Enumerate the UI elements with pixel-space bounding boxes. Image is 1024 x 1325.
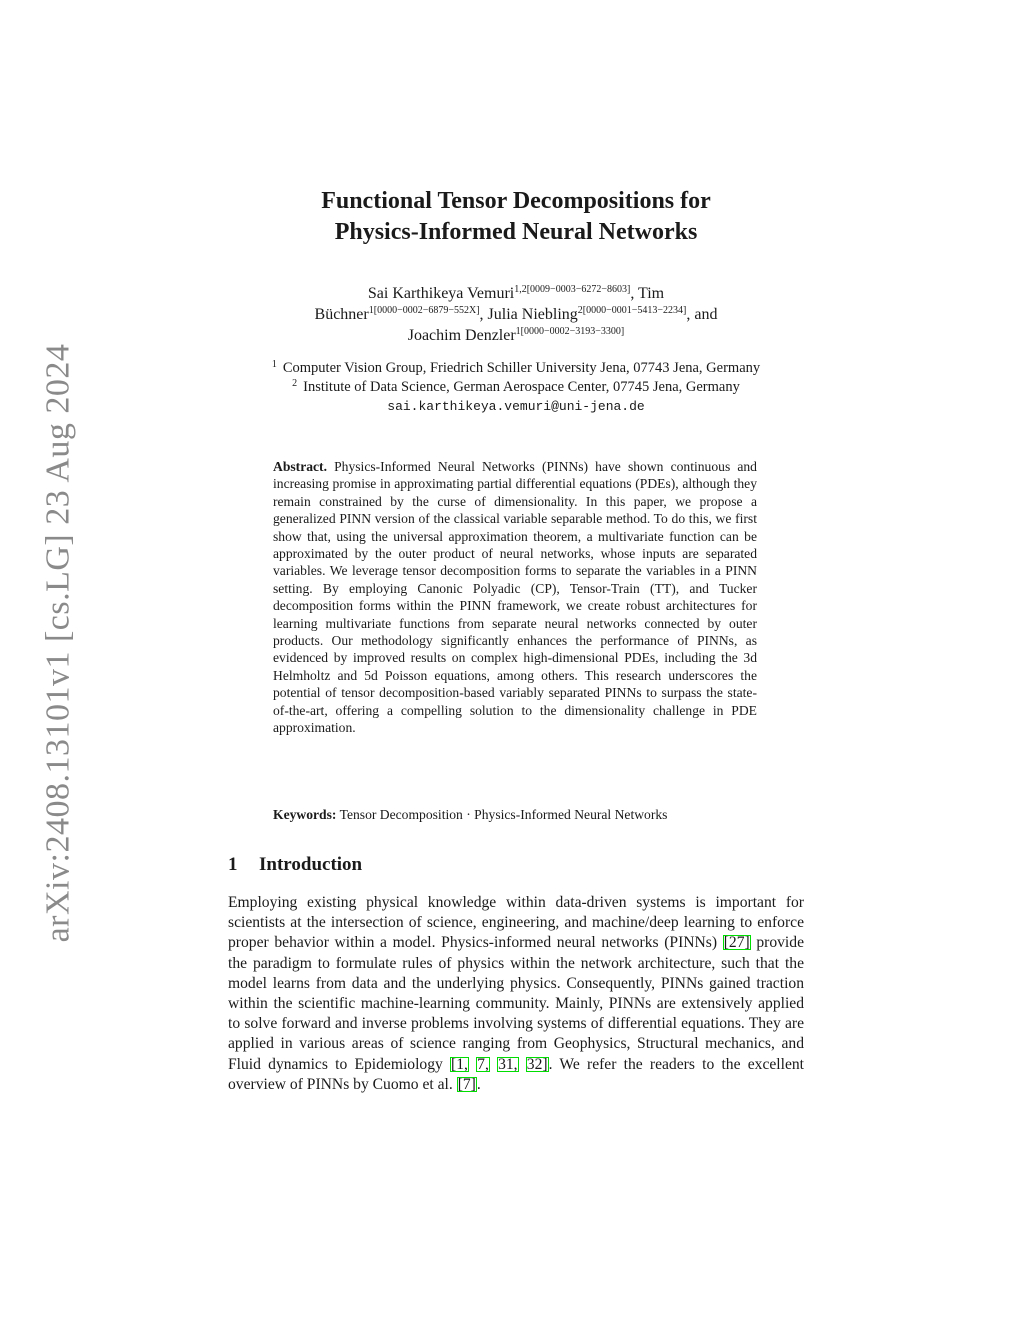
keywords-text: Tensor Decomposition · Physics-Informed Neural Networks bbox=[339, 807, 668, 822]
author-name: Sai Karthikeya Vemuri bbox=[367, 285, 515, 302]
section-number: 1 bbox=[228, 854, 238, 875]
arxiv-identifier-stamp bbox=[28, 343, 88, 943]
author-affiliation-orcid: 2[0000−0001−5413−2234] bbox=[577, 305, 687, 316]
author-line-2 bbox=[228, 304, 804, 325]
section-heading-introduction bbox=[228, 853, 362, 877]
author-line-3 bbox=[228, 325, 804, 346]
abstract-label: Abstract. bbox=[273, 459, 327, 474]
author-affiliation-orcid: 1[0000−0002−3193−3300] bbox=[515, 326, 625, 337]
introduction-paragraph bbox=[228, 893, 804, 1095]
author-affiliation-orcid: 1[0000−0002−6879−552X] bbox=[368, 305, 480, 316]
keywords bbox=[273, 806, 757, 823]
affiliation-item bbox=[228, 378, 804, 397]
affiliation-list bbox=[228, 359, 804, 416]
author-line-1 bbox=[228, 283, 804, 304]
citation-link[interactable]: [27] bbox=[723, 934, 750, 952]
affiliation-text: Computer Vision Group, Friedrich Schiller University Jena, 07743 Jena, Germany bbox=[282, 360, 761, 376]
keywords-label: Keywords: bbox=[273, 807, 337, 822]
paragraph-text: Employing existing physical knowledge within data-driven systems is important for scientists at the intersection of science, engineering, and machine/deep learning to enforce proper behavior within a model. Physics-informed neural networks (PINNs) bbox=[228, 894, 804, 952]
citation-link[interactable]: [7] bbox=[457, 1075, 476, 1093]
author-separator: , Julia Niebling bbox=[479, 306, 578, 323]
paper-title-line-2: Physics-Informed Neural Networks bbox=[334, 219, 698, 245]
arxiv-identifier-text: arXiv:2408.13101v1 [cs.LG] 23 Aug 2024 bbox=[39, 343, 77, 943]
paper-title-line-1: Functional Tensor Decompositions for bbox=[321, 188, 711, 214]
author-separator: , and bbox=[686, 306, 718, 323]
abstract bbox=[273, 458, 757, 737]
author-name: Joachim Denzler bbox=[407, 327, 516, 344]
paper-title bbox=[228, 186, 804, 248]
author-list bbox=[228, 283, 804, 346]
citation-link[interactable]: [1, bbox=[451, 1055, 468, 1073]
citation-link[interactable]: 32] bbox=[526, 1055, 548, 1073]
affiliation-text: Institute of Data Science, German Aerospace Center, 07745 Jena, Germany bbox=[303, 379, 740, 395]
contact-email: sai.karthikeya.vemuri@uni-jena.de bbox=[387, 399, 645, 414]
affiliation-marker: 1 bbox=[271, 359, 277, 370]
paragraph-text: provide the paradigm to formulate rules of physics within the network architecture, such that the model learns from data and the underlying physics. Consequently, PINNs gained traction within the scientific machine-learning community. Mainly, PINNs are extensively applied to solve forward and inverse problems involving systems of differential equations. They are applied in various areas of science ranging from Geophysics, Structural mechanics, and Fluid dynamics to Epidemiology bbox=[228, 934, 804, 1073]
section-title: Introduction bbox=[259, 854, 363, 875]
author-affiliation-orcid: 1,2[0009−0003−6272−8603] bbox=[514, 284, 631, 295]
citation-link[interactable]: 31, bbox=[498, 1055, 518, 1073]
author-name: Büchner bbox=[314, 306, 369, 323]
citation-link[interactable]: 7, bbox=[477, 1055, 489, 1073]
affiliation-marker: 2 bbox=[292, 378, 298, 389]
abstract-text: Physics-Informed Neural Networks (PINNs) have shown continuous and increasing promise in approximating partial differential equations (PDEs), although they remain constrained by the curse of dimensionality. In this paper, we propose a generalized PINN version of the classical variable separable method. To do this, we first show that, using the universal approximation theorem, a multivariate function can be approximated by the outer product of neural networks, whose inputs are separated variables. We leverage tensor decomposition forms to separate the variables in a PINN setting. By employing Canonic Polyadic (CP), Tensor-Train (TT), and Tucker decomposition forms within the PINN framework, we create robust architectures for learning multivariate functions from separate neural networks connected by outer products. Our methodology significantly enhances the performance of PINNs, as evidenced by improved results on complex high-dimensional PDEs, including the 3d Helmholtz and 5d Poisson equations, among others. This research underscores the potential of tensor decomposition-based variably separated PINNs to surpass the state-of-the-art, offering a compelling solution to the dimensionality challenge in PDE approximation. bbox=[273, 459, 757, 736]
paragraph-text: . bbox=[476, 1075, 481, 1093]
author-separator: , Tim bbox=[630, 285, 665, 302]
paragraph-text: . We refer the readers to the excellent overview of PINNs by Cuomo et al. bbox=[228, 1055, 804, 1093]
affiliation-item bbox=[228, 359, 804, 378]
